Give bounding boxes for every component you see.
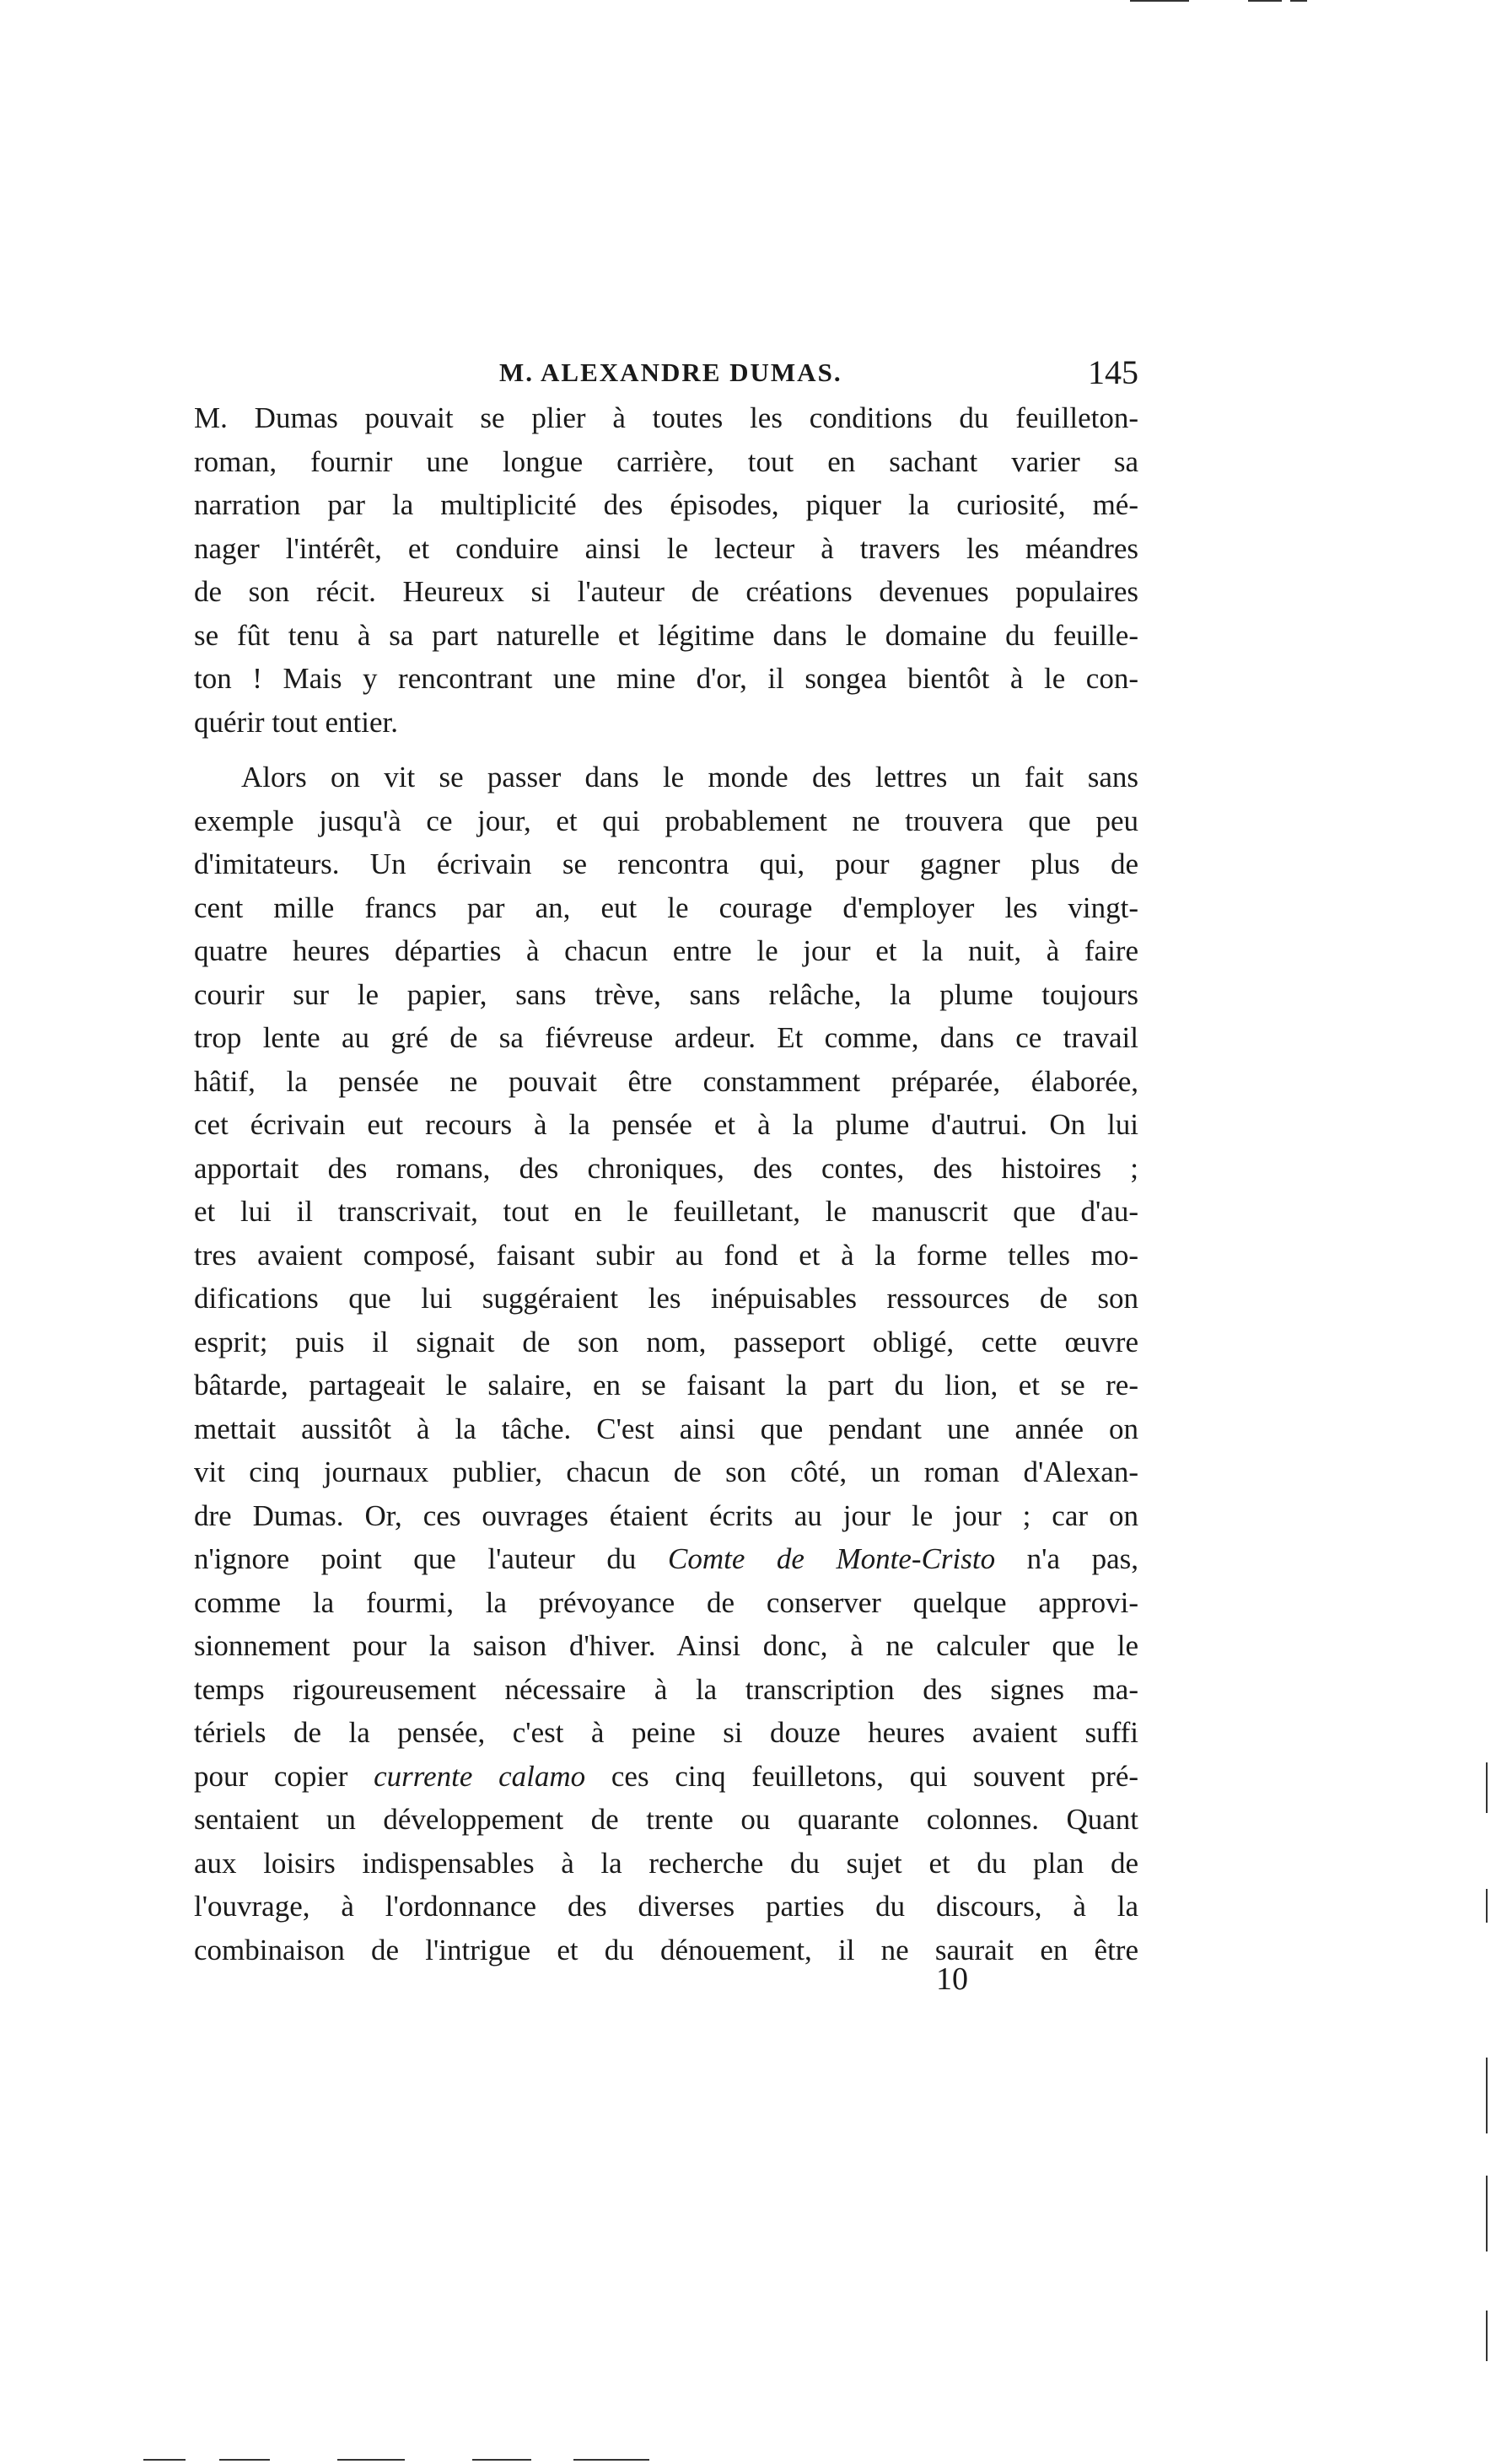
scan-edge-mark [143, 2459, 186, 2461]
text-line: de son récit. Heureux si l'auteur de créations devenues populaires [194, 575, 1138, 608]
text-line: esprit; puis il signait de son nom, passeport obligé, cette œuvre [194, 1325, 1138, 1358]
text-line: et lui il transcrivait, tout en le feuilletant, le manuscrit que d'au- [194, 1195, 1138, 1228]
text-line: hâtif, la pensée ne pouvait être constamment préparée, élaborée, [194, 1064, 1138, 1098]
text-line: cet écrivain eut recours à la pensée et à la plume d'autrui. On lui [194, 1108, 1138, 1141]
text-line: combinaison de l'intrigue et du dénouement, il ne saurait en être [194, 1933, 1138, 1966]
text-line: tres avaient composé, faisant subir au fond et à la forme telles mo- [194, 1238, 1138, 1272]
text-line: nager l'intérêt, et conduire ainsi le lecteur à travers les méandres [194, 531, 1138, 565]
text-line: n'ignore point que l'auteur du Comte de Monte-Cristo n'a pas, [194, 1542, 1138, 1575]
text-line: tériels de la pensée, c'est à peine si douze heures avaient suffi [194, 1716, 1138, 1749]
italic-title: currente calamo [374, 1759, 586, 1793]
italic-title: Comte de Monte-Cristo [667, 1542, 996, 1575]
text-line: M. Dumas pouvait se plier à toutes les conditions du feuilleton- [194, 401, 1138, 434]
scan-edge-mark [1486, 1889, 1488, 1923]
scan-edge-mark [337, 2459, 405, 2461]
scan-edge-mark [1290, 0, 1307, 2]
text-line: courir sur le papier, sans trève, sans relâche, la plume toujours [194, 977, 1138, 1011]
text-line: bâtarde, partageait le salaire, en se faisant la part du lion, et se re- [194, 1369, 1138, 1401]
text-line: se fût tenu à sa part naturelle et légitime dans le domaine du feuille- [194, 618, 1138, 652]
page-number: 145 [1088, 353, 1138, 391]
paragraph-2 [194, 756, 1138, 1972]
text-line: roman, fournir une longue carrière, tout en sachant varier sa [194, 444, 1138, 478]
text-line: narration par la multiplicité des épisodes, piquer la curiosité, mé- [194, 488, 1138, 521]
scan-edge-mark [1248, 0, 1282, 2]
text-line: apportait des romans, des chroniques, des contes, des histoires ; [194, 1151, 1138, 1185]
text-line: cent mille francs par an, eut le courage d'employer les vingt- [194, 890, 1138, 924]
text-line: trop lente au gré de sa fiévreuse ardeur. Et comme, dans ce travail [194, 1021, 1138, 1054]
text-line: vit cinq journaux publier, chacun de son côté, un roman d'Alexan- [194, 1455, 1138, 1488]
signature-mark: 10 [936, 1961, 968, 1997]
scan-edge-mark [219, 2459, 270, 2461]
scan-edge-mark [1130, 0, 1189, 2]
scan-edge-mark [472, 2459, 531, 2461]
text-line: exemple jusqu'à ce jour, et qui probablement ne trouvera que peu [194, 804, 1138, 837]
scan-edge-mark [1486, 2176, 1488, 2251]
text-line: ton ! Mais y rencontrant une mine d'or, il songea bientôt à le con- [194, 662, 1138, 695]
scan-edge-mark [573, 2459, 649, 2461]
paragraph-1 [194, 396, 1138, 744]
text-line: sentaient un développement de trente ou quarante colonnes. Quant [194, 1803, 1138, 1836]
text-line: l'ouvrage, à l'ordonnance des diverses parties du discours, à la [194, 1890, 1138, 1923]
text-line: difications que lui suggéraient les inépuisables ressources de son [194, 1282, 1138, 1315]
scan-edge-mark [1486, 2311, 1488, 2361]
text-line: dre Dumas. Or, ces ouvrages étaient écrits au jour le jour ; car on [194, 1498, 1138, 1532]
text-line: aux loisirs indispensables à la recherche du sujet et du plan de [194, 1846, 1138, 1880]
text-line: comme la fourmi, la prévoyance de conserver quelque approvi- [194, 1585, 1138, 1619]
text-line: quatre heures départies à chacun entre le jour et la nuit, à faire [194, 934, 1138, 967]
text-line: d'imitateurs. Un écrivain se rencontra qui, pour gagner plus de [194, 847, 1138, 880]
body-text [194, 396, 1138, 1972]
text-line: sionnement pour la saison d'hiver. Ainsi donc, à ne calculer que le [194, 1629, 1138, 1662]
text-line: Alors on vit se passer dans le monde des lettres un fait sans [241, 761, 1138, 794]
text-line: pour copier currente calamo ces cinq feuilletons, qui souvent pré- [194, 1759, 1139, 1793]
scan-edge-mark [1486, 2058, 1488, 2133]
text-line: quérir tout entier. [194, 705, 399, 739]
running-title: M. ALEXANDRE DUMAS. [499, 358, 842, 387]
text-line: mettait aussitôt à la tâche. C'est ainsi que pendant une année on [194, 1412, 1138, 1445]
scan-edge-mark [1486, 1762, 1488, 1813]
running-head [211, 352, 1138, 403]
text-line: temps rigoureusement nécessaire à la transcription des signes ma- [194, 1672, 1138, 1706]
